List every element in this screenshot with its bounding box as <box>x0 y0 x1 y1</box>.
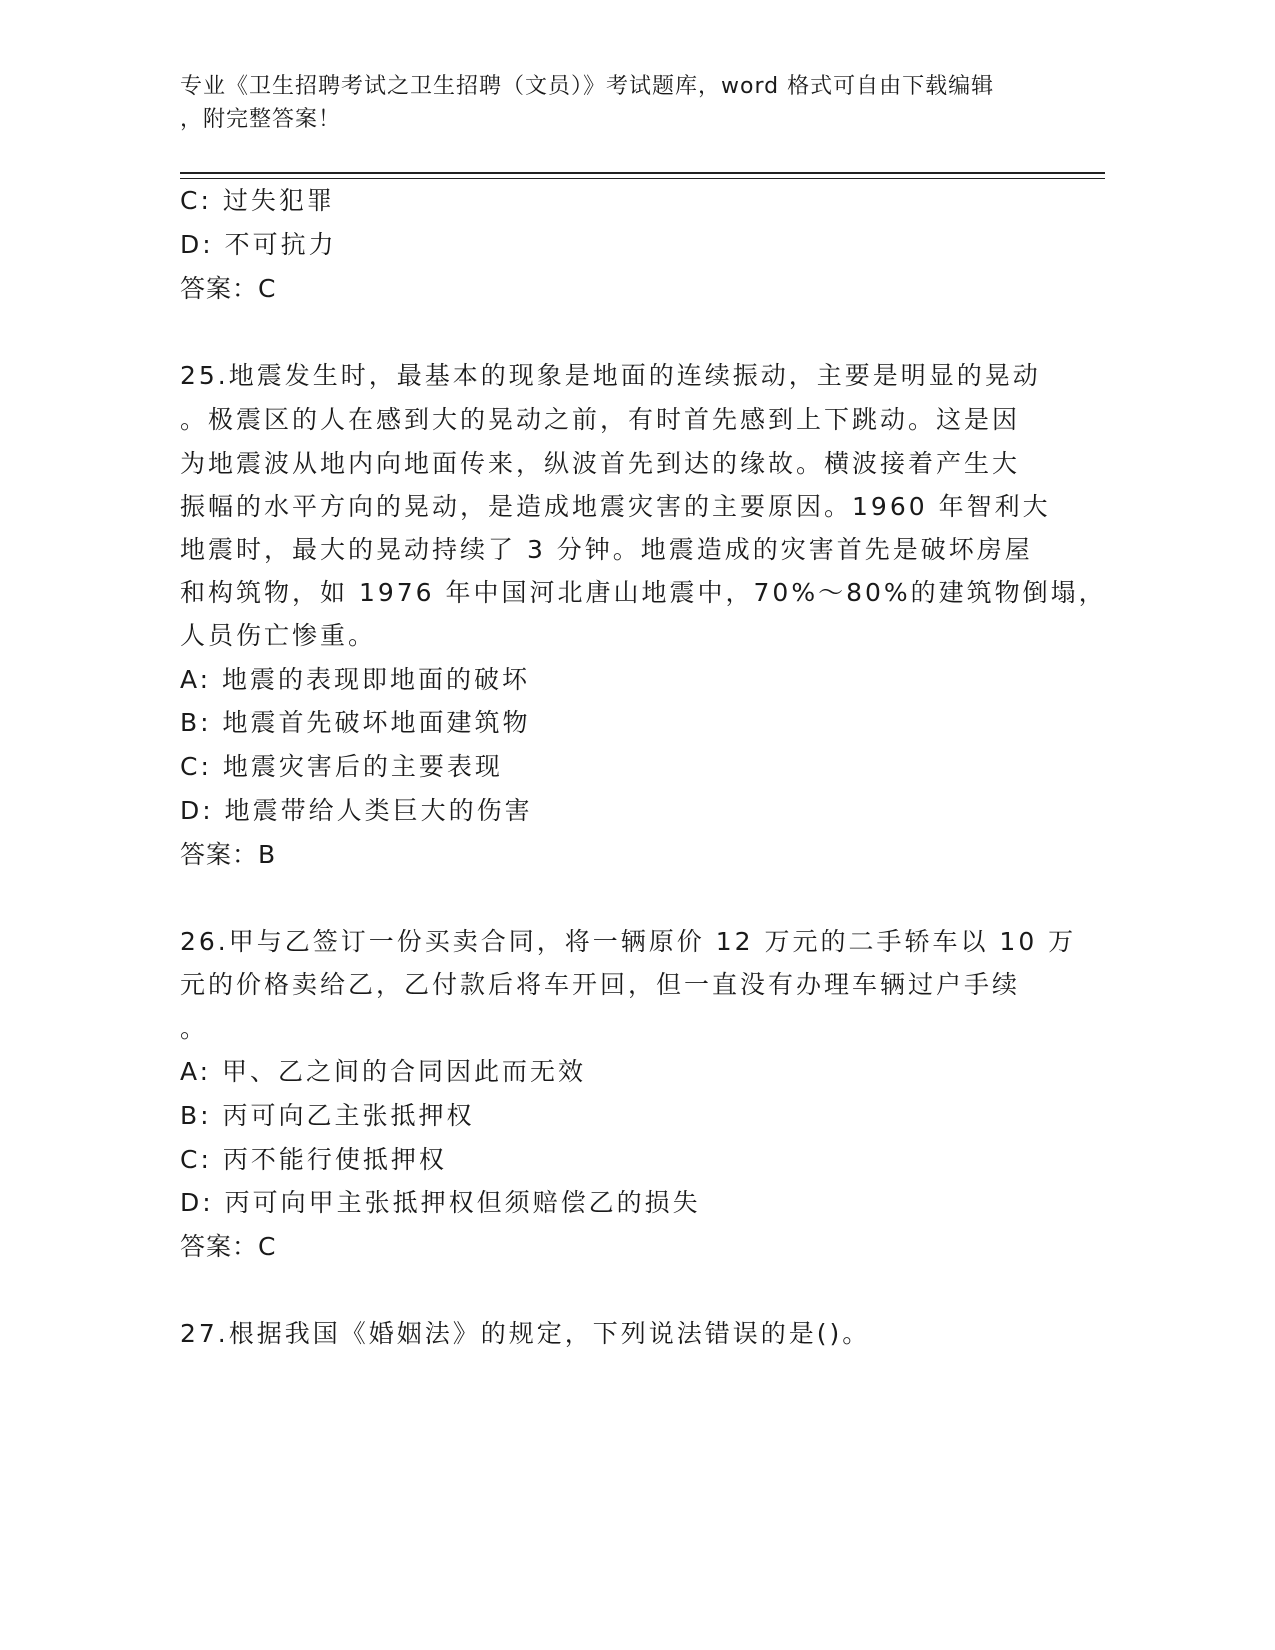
header-line-2: ，附完整答案！ <box>180 107 342 132</box>
q26-option-d: D: 丙可向甲主张抵押权但须赔偿乙的损失 <box>180 1188 701 1217</box>
q24-answer: 答案：C <box>180 274 277 303</box>
q25-stem-line-4: 振幅的水平方向的晃动，是造成地震灾害的主要原因。1960 年智利大 <box>180 492 1051 521</box>
page-header <box>180 70 1040 136</box>
q26-stem-line-3: 。 <box>180 1014 209 1043</box>
q25-option-d: D: 地震带给人类巨大的伤害 <box>180 796 533 825</box>
q26-answer: 答案：C <box>180 1232 277 1261</box>
q25-option-b: B: 地震首先破坏地面建筑物 <box>180 708 531 737</box>
q25-stem-line-2: 。极震区的人在感到大的晃动之前，有时首先感到上下跳动。这是因 <box>180 405 1021 434</box>
header-rule-thin <box>180 178 1105 179</box>
q25-stem-line-5: 地震时，最大的晃动持续了 3 分钟。地震造成的灾害首先是破坏房屋 <box>180 535 1033 564</box>
q24-option-c: C: 过失犯罪 <box>180 186 335 215</box>
q25-answer: 答案：B <box>180 840 277 869</box>
q25-stem-line-6: 和构筑物，如 1976 年中国河北唐山地震中，70%～80%的建筑物倒塌， <box>180 578 1107 607</box>
q25-option-c: C: 地震灾害后的主要表现 <box>180 752 503 781</box>
q26-stem-line-1: 26.甲与乙签订一份买卖合同，将一辆原价 12 万元的二手轿车以 10 万 <box>180 927 1077 956</box>
q26-option-b: B: 丙可向乙主张抵押权 <box>180 1101 475 1130</box>
q26-option-c: C: 丙不能行使抵押权 <box>180 1145 447 1174</box>
q25-stem-line-3: 为地震波从地内向地面传来，纵波首先到达的缘故。横波接着产生大 <box>180 449 1021 478</box>
q25-stem-line-7: 人员伤亡惨重。 <box>180 621 377 650</box>
q26-stem-line-2: 元的价格卖给乙，乙付款后将车开回，但一直没有办理车辆过户手续 <box>180 970 1021 999</box>
q27-stem-line-1: 27.根据我国《婚姻法》的规定，下列说法错误的是()。 <box>180 1319 871 1348</box>
q25-stem-line-1: 25.地震发生时，最基本的现象是地面的连续振动，主要是明显的晃动 <box>180 361 1041 390</box>
q26-option-a: A: 甲、乙之间的合同因此而无效 <box>180 1057 587 1086</box>
q24-option-d: D: 不可抗力 <box>180 230 337 259</box>
document-page <box>180 0 1105 1650</box>
header-rule-thick <box>180 172 1105 174</box>
header-line-1: 专业《卫生招聘考试之卫生招聘（文员）》考试题库，word 格式可自由下载编辑 <box>180 74 995 99</box>
q25-option-a: A: 地震的表现即地面的破坏 <box>180 665 531 694</box>
